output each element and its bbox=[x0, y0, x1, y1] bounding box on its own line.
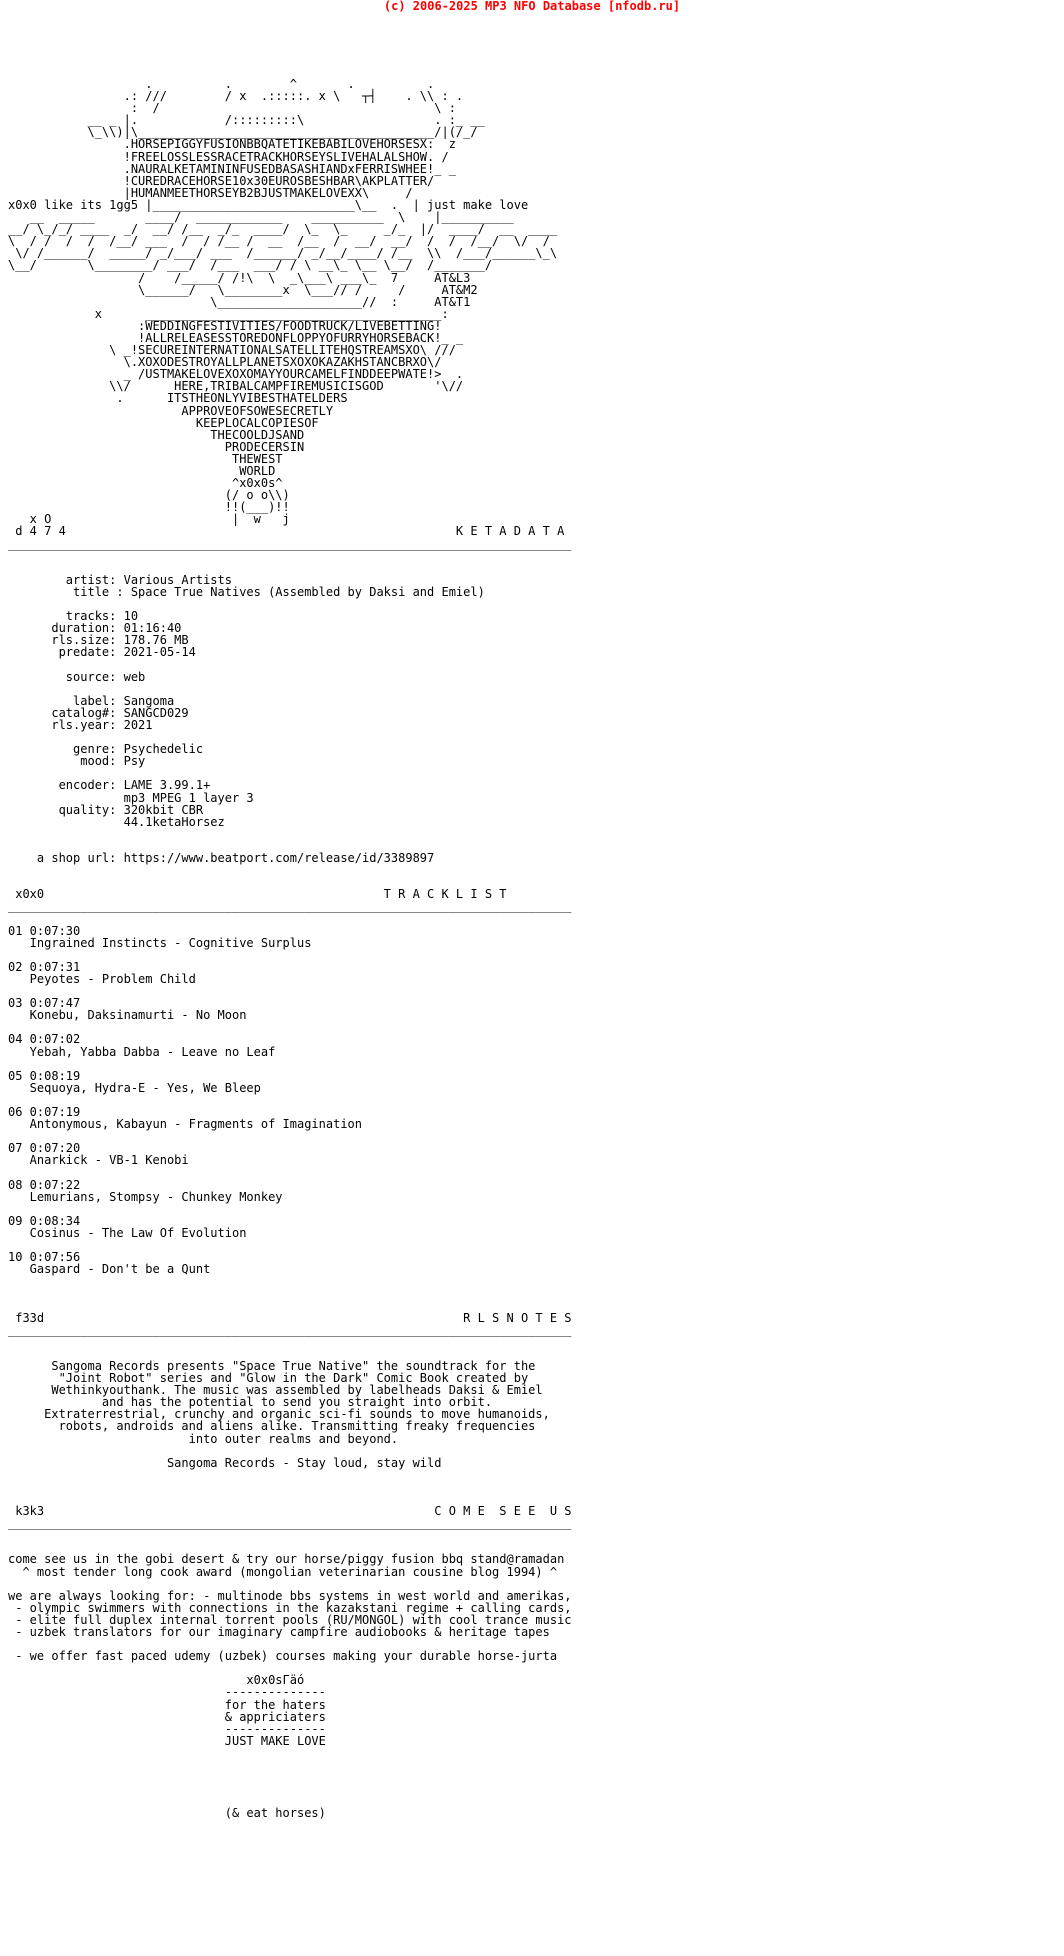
ascii-art-banner: . . ^ . . .: /// / x .:::::. x \ ┬┤ . \\ : . : / \ : __ _ |. /:::::::::\ . :_ __ \_\\)|\_________________________________________/|(/_/ .HORSEPIGGYFUSIONBBQATETIKEBABILOVEHORSESX: z !FREELOSSLESSRACETRACKHORSEYSLIVEHALALSHOW. / .NAURALKETAMININFUSEDBASASHIANDxFERRISWHEE!_ _ !CUREDRACEHORSE10x30EUROSBESHBAR\AKPLATTER/ |HUMANMEETHORSEYB2BJUSTMAKELOVEXX\ / x0x0 like its 1gg5 |____________________________\__ . | just make love __ _____ ____/ ____________ __________ \ |__________ __/ \_/_/ ____ _/ __/ /__ _/_ ____/ \_ \_ _/_ |/ ____/ __ ____ \ / / / / /__/ ___ / / /__ / __ /__ / __/ __/ / / /__/ \/ / \/ /______/ _____/ _/___/ ___ /______/ _/__/____/ /__ \\ /___/______\_\ \__/ \________/ ___/ /___ ___/ / \ __\_ \__ \__/ /_______/ / /_____/ /!\ \ _\___\ ___\_ 7 AT&L3 \______/ \________x \___// / / AT&M2 \____________________// : AT&T1 x _________________________________________: :WEDDINGFESTIVITIES/FOODTRUCK/LIVEBETTING! !ALLRELEASESSTOREDONFLOPPYOFURRYHORSEBACK!_ _ \ _!SECUREINTERNATIONALSATELLITEHQSTREAMSXO\ /// \.XOXODESTROYALLPLANETSXOXOKAZAKHSTANCBRXO\/ _ /USTMAKELOVEXOXOMAYYOURCAMELFINDDEEPWATE!> . \\/ HERE,TRIBALCAMPFIREMUSICISGOD '\// . ITSTHEONLYVIBESTHATELDERS APPROVEOFSOWESECRETLY KEEPLOCALCOPIESOF THECOOLDJSAND PRODECERSIN THEWEST WORLD ^x0x0s^ (/ o o\\) !!(___)!! x O | w j d 4 7 4 K E T A D A T A bbox=[8, 77, 565, 539]
nfo-document bbox=[8, 78, 572, 1820]
tracklist-section: 01 0:07:30 Ingrained Instincts - Cognitive Surplus 02 0:07:31 Peyotes - Problem Child 03 0:07:47 Konebu, Daksinamurti - No Moon 04 0:07:02 Yebah, Yabba Dabba - Leave no Leaf 05 0:08:19 Sequoya, Hydra-E - Yes, We Bleep 06 0:07:19 Antonymous, Kabayun - Fragments of Imagination 07 0:07:20 Anarkick - VB-1 Kenobi 08 0:07:22 Lemurians, Stompsy - Chunkey Monkey 09 0:08:34 Cosinus - The Law Of Evolution 10 0:07:56 Gaspard - Don't be a Qunt f33d R L S N O T E S bbox=[8, 923, 572, 1325]
divider-come-see-us: ______________________________________________________________________________ bbox=[8, 1516, 572, 1531]
divider-rlsnotes: ______________________________________________________________________________ bbox=[8, 1322, 572, 1337]
metadata-section: artist: Various Artists title : Space True Natives (Assembled by Daksi and Emiel) tracks: 10 duration: 01:16:40 rls.size: 178.76 MB predate: 2021-05-14 source: web label: Sangoma catalog#: SANGCD029 rls.year: 2021 genre: Psychedelic mood: Psy encoder: LAME 3.99.1+ mp3 MPEG 1 layer 3 quality: 320kbit CBR 44.1ketaHorsez a shop url: https://www.beatport.com/release/id/3389897 x0x0 T R A C K L I S T bbox=[15, 572, 507, 902]
release-notes-section: Sangoma Records presents "Space True Native" the soundtrack for the "Joint Robot" series and "Glow in the Dark" Comic Book created by Wethinkyouthank. The music was assembled by labelheads Daksi & Emiel and has the potential to send you straight into orbit. Extraterrestrial, crunchy and organic sci-fi sounds to move humanoids, robots, androids and aliens alike. Transmitting freaky frequencies into outer realms and beyond. Sangoma Records - Stay loud, stay wild k3k3 C O M E S E E U S bbox=[15, 1358, 572, 1519]
divider-ketadata: ______________________________________________________________________________ bbox=[8, 536, 572, 551]
nfodb-credit-header: (c) 2006-2025 MP3 NFO Database [nfodb.ru] bbox=[383, 0, 681, 13]
divider-tracklist: ______________________________________________________________________________ bbox=[8, 899, 572, 914]
come-see-us-section: come see us in the gobi desert & try our horse/piggy fusion bbq stand@ramadan ^ most tender long cook award (mongolian veterinarian cousine blog 1994) ^ we are always looking for: - multinode bbs systems in west world and amerikas, - olympic swimmers with connections in the kazakstani regime + calling cards, - elite full duplex internal torrent pools (RU/MONGOL) with cool trance music - uzbek translators for our imaginary campfire audiobooks & heritage tapes - we offer fast paced udemy (uzbek) courses making your durable horse-jurta x0x0sГäó -------------- for the haters & appriciaters -------------- JUST MAKE LOVE (& eat horses) bbox=[8, 1552, 572, 1821]
